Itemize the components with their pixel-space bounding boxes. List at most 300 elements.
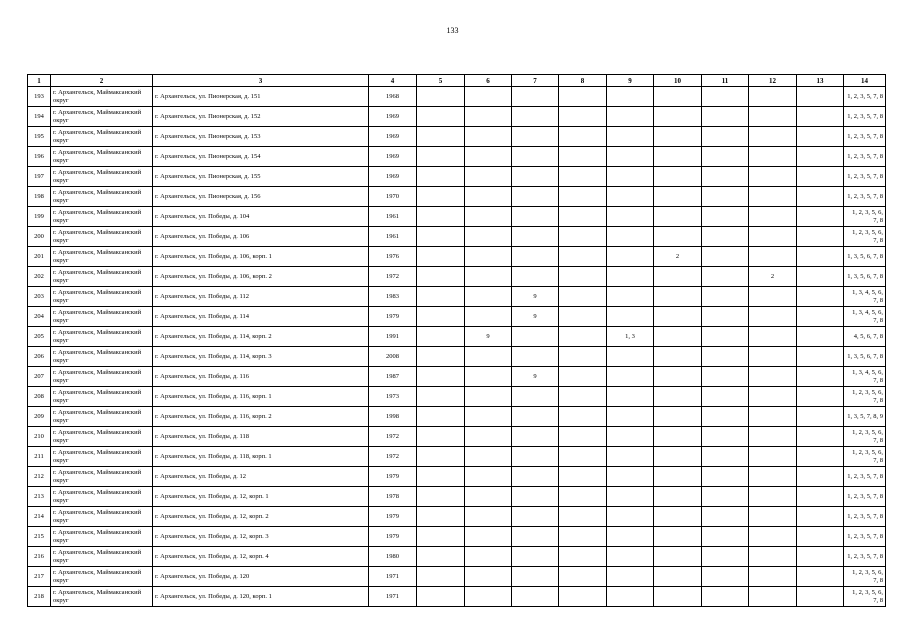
column-5-cell <box>417 107 465 127</box>
table-row <box>28 147 886 167</box>
column-12-cell: 2 <box>749 267 797 287</box>
table-row <box>28 327 886 347</box>
column-9-cell <box>607 487 654 507</box>
column-8-cell <box>559 147 607 167</box>
row-number-cell: 196 <box>28 147 51 167</box>
year-built-cell: 1971 <box>369 587 417 607</box>
column-12-cell <box>749 427 797 447</box>
column-9-cell <box>607 467 654 487</box>
column-14-cell: 1, 3, 5, 6, 7, 8 <box>844 267 886 287</box>
column-12-cell <box>749 507 797 527</box>
address-cell: г. Архангельск, ул. Победы, д. 106, корп. 2 <box>153 267 369 287</box>
year-built-cell: 1979 <box>369 527 417 547</box>
district-cell: г. Архангельск, Маймаксанский округ <box>51 467 153 487</box>
column-12-cell <box>749 187 797 207</box>
column-13-cell <box>797 547 844 567</box>
column-8-cell <box>559 367 607 387</box>
row-number-cell: 214 <box>28 507 51 527</box>
column-12-cell <box>749 207 797 227</box>
column-10-cell: 2 <box>654 247 702 267</box>
row-number-cell: 203 <box>28 287 51 307</box>
column-8-cell <box>559 527 607 547</box>
column-7-cell <box>512 507 559 527</box>
table-row <box>28 267 886 287</box>
column-13-cell <box>797 87 844 107</box>
column-14-cell: 1, 2, 3, 5, 7, 8 <box>844 87 886 107</box>
address-cell: г. Архангельск, ул. Победы, д. 114, корп. 3 <box>153 347 369 367</box>
table-row <box>28 247 886 267</box>
district-cell: г. Архангельск, Маймаксанский округ <box>51 127 153 147</box>
column-7-cell <box>512 107 559 127</box>
column-8-cell <box>559 447 607 467</box>
table-row <box>28 507 886 527</box>
row-number-cell: 197 <box>28 167 51 187</box>
address-cell: г. Архангельск, ул. Победы, д. 12, корп. 1 <box>153 487 369 507</box>
column-6-cell <box>465 367 512 387</box>
column-6-cell <box>465 167 512 187</box>
address-cell: г. Архангельск, ул. Пионерская, д. 155 <box>153 167 369 187</box>
table-row <box>28 587 886 607</box>
column-6-cell <box>465 207 512 227</box>
row-number-cell: 204 <box>28 307 51 327</box>
column-8-cell <box>559 327 607 347</box>
address-cell: г. Архангельск, ул. Победы, д. 12 <box>153 467 369 487</box>
column-9-cell <box>607 427 654 447</box>
column-8-cell <box>559 567 607 587</box>
district-cell: г. Архангельск, Маймаксанский округ <box>51 387 153 407</box>
column-5-cell <box>417 387 465 407</box>
address-cell: г. Архангельск, ул. Победы, д. 116, корп. 2 <box>153 407 369 427</box>
column-header: 3 <box>153 75 369 87</box>
district-cell: г. Архангельск, Маймаксанский округ <box>51 547 153 567</box>
column-11-cell <box>702 587 749 607</box>
district-cell: г. Архангельск, Маймаксанский округ <box>51 307 153 327</box>
column-11-cell <box>702 107 749 127</box>
column-12-cell <box>749 407 797 427</box>
year-built-cell: 1971 <box>369 567 417 587</box>
column-13-cell <box>797 147 844 167</box>
column-9-cell <box>607 287 654 307</box>
column-8-cell <box>559 207 607 227</box>
column-8-cell <box>559 487 607 507</box>
year-built-cell: 1980 <box>369 547 417 567</box>
column-11-cell <box>702 187 749 207</box>
column-14-cell: 1, 2, 3, 5, 7, 8 <box>844 167 886 187</box>
table-row <box>28 287 886 307</box>
column-7-cell <box>512 147 559 167</box>
column-9-cell <box>607 587 654 607</box>
table-row <box>28 87 886 107</box>
district-cell: г. Архангельск, Маймаксанский округ <box>51 587 153 607</box>
column-9-cell <box>607 307 654 327</box>
column-12-cell <box>749 127 797 147</box>
address-cell: г. Архангельск, ул. Победы, д. 106, корп. 1 <box>153 247 369 267</box>
column-5-cell <box>417 527 465 547</box>
column-13-cell <box>797 407 844 427</box>
column-8-cell <box>559 247 607 267</box>
column-11-cell <box>702 487 749 507</box>
address-cell: г. Архангельск, ул. Победы, д. 104 <box>153 207 369 227</box>
column-5-cell <box>417 247 465 267</box>
table-row <box>28 547 886 567</box>
district-cell: г. Архангельск, Маймаксанский округ <box>51 207 153 227</box>
column-6-cell <box>465 547 512 567</box>
column-12-cell <box>749 107 797 127</box>
year-built-cell: 1998 <box>369 407 417 427</box>
table-row <box>28 427 886 447</box>
column-5-cell <box>417 87 465 107</box>
table-row <box>28 487 886 507</box>
column-12-cell <box>749 367 797 387</box>
column-7-cell <box>512 167 559 187</box>
column-13-cell <box>797 527 844 547</box>
district-cell: г. Архангельск, Маймаксанский округ <box>51 407 153 427</box>
row-number-cell: 212 <box>28 467 51 487</box>
column-9-cell <box>607 547 654 567</box>
column-5-cell <box>417 367 465 387</box>
table-row <box>28 167 886 187</box>
column-7-cell <box>512 487 559 507</box>
column-5-cell <box>417 227 465 247</box>
row-number-cell: 195 <box>28 127 51 147</box>
row-number-cell: 206 <box>28 347 51 367</box>
column-7-cell <box>512 447 559 467</box>
column-8-cell <box>559 307 607 327</box>
column-7-cell <box>512 407 559 427</box>
column-7-cell: 9 <box>512 367 559 387</box>
table-row <box>28 107 886 127</box>
column-14-cell: 1, 2, 3, 5, 7, 8 <box>844 187 886 207</box>
year-built-cell: 1991 <box>369 327 417 347</box>
column-10-cell <box>654 127 702 147</box>
district-cell: г. Архангельск, Маймаксанский округ <box>51 147 153 167</box>
column-10-cell <box>654 547 702 567</box>
column-6-cell <box>465 427 512 447</box>
row-number-cell: 217 <box>28 567 51 587</box>
column-5-cell <box>417 147 465 167</box>
column-10-cell <box>654 107 702 127</box>
column-8-cell <box>559 427 607 447</box>
column-14-cell: 4, 5, 6, 7, 8 <box>844 327 886 347</box>
column-10-cell <box>654 387 702 407</box>
column-header: 6 <box>465 75 512 87</box>
column-10-cell <box>654 147 702 167</box>
table-row <box>28 407 886 427</box>
column-13-cell <box>797 187 844 207</box>
column-12-cell <box>749 247 797 267</box>
column-10-cell <box>654 487 702 507</box>
row-number-cell: 193 <box>28 87 51 107</box>
row-number-cell: 199 <box>28 207 51 227</box>
column-5-cell <box>417 307 465 327</box>
column-6-cell <box>465 387 512 407</box>
column-header: 1 <box>28 75 51 87</box>
column-10-cell <box>654 407 702 427</box>
column-13-cell <box>797 247 844 267</box>
table-row <box>28 467 886 487</box>
column-5-cell <box>417 407 465 427</box>
row-number-cell: 216 <box>28 547 51 567</box>
row-number-cell: 213 <box>28 487 51 507</box>
column-7-cell <box>512 227 559 247</box>
address-cell: г. Архангельск, ул. Пионерская, д. 156 <box>153 187 369 207</box>
column-7-cell <box>512 547 559 567</box>
column-14-cell: 1, 2, 3, 5, 7, 8 <box>844 487 886 507</box>
year-built-cell: 1979 <box>369 467 417 487</box>
column-5-cell <box>417 327 465 347</box>
column-12-cell <box>749 547 797 567</box>
column-10-cell <box>654 427 702 447</box>
column-13-cell <box>797 207 844 227</box>
district-cell: г. Архангельск, Маймаксанский округ <box>51 247 153 267</box>
district-cell: г. Архангельск, Маймаксанский округ <box>51 527 153 547</box>
column-14-cell: 1, 3, 5, 6, 7, 8 <box>844 347 886 367</box>
row-number-cell: 202 <box>28 267 51 287</box>
address-cell: г. Архангельск, ул. Победы, д. 120, корп. 1 <box>153 587 369 607</box>
column-12-cell <box>749 307 797 327</box>
column-9-cell <box>607 447 654 467</box>
column-7-cell <box>512 567 559 587</box>
column-14-cell: 1, 2, 3, 5, 6, 7, 8 <box>844 567 886 587</box>
column-11-cell <box>702 367 749 387</box>
year-built-cell: 1961 <box>369 227 417 247</box>
column-13-cell <box>797 267 844 287</box>
address-cell: г. Архангельск, ул. Пионерская, д. 151 <box>153 87 369 107</box>
column-7-cell <box>512 247 559 267</box>
table-row <box>28 227 886 247</box>
column-13-cell <box>797 587 844 607</box>
table-row <box>28 447 886 467</box>
address-cell: г. Архангельск, ул. Победы, д. 12, корп. 2 <box>153 507 369 527</box>
column-7-cell <box>512 207 559 227</box>
address-cell: г. Архангельск, ул. Победы, д. 114, корп. 2 <box>153 327 369 347</box>
row-number-cell: 208 <box>28 387 51 407</box>
column-13-cell <box>797 167 844 187</box>
column-header: 9 <box>607 75 654 87</box>
column-13-cell <box>797 227 844 247</box>
column-7-cell <box>512 387 559 407</box>
column-10-cell <box>654 87 702 107</box>
column-11-cell <box>702 507 749 527</box>
column-7-cell: 9 <box>512 287 559 307</box>
year-built-cell: 1970 <box>369 187 417 207</box>
table-row <box>28 387 886 407</box>
column-header: 11 <box>702 75 749 87</box>
column-14-cell: 1, 3, 5, 7, 8, 9 <box>844 407 886 427</box>
column-13-cell <box>797 507 844 527</box>
column-12-cell <box>749 467 797 487</box>
district-cell: г. Архангельск, Маймаксанский округ <box>51 107 153 127</box>
table-row <box>28 307 886 327</box>
column-9-cell: 1, 3 <box>607 327 654 347</box>
district-cell: г. Архангельск, Маймаксанский округ <box>51 187 153 207</box>
column-8-cell <box>559 187 607 207</box>
column-7-cell <box>512 467 559 487</box>
column-14-cell: 1, 2, 3, 5, 7, 8 <box>844 147 886 167</box>
column-9-cell <box>607 347 654 367</box>
district-cell: г. Архангельск, Маймаксанский округ <box>51 427 153 447</box>
column-6-cell <box>465 507 512 527</box>
column-7-cell <box>512 427 559 447</box>
year-built-cell: 1972 <box>369 267 417 287</box>
district-cell: г. Архангельск, Маймаксанский округ <box>51 347 153 367</box>
column-10-cell <box>654 207 702 227</box>
column-11-cell <box>702 127 749 147</box>
year-built-cell: 2008 <box>369 347 417 367</box>
address-cell: г. Архангельск, ул. Пионерская, д. 152 <box>153 107 369 127</box>
column-6-cell <box>465 107 512 127</box>
column-header: 10 <box>654 75 702 87</box>
row-number-cell: 215 <box>28 527 51 547</box>
year-built-cell: 1983 <box>369 287 417 307</box>
column-5-cell <box>417 447 465 467</box>
table-row <box>28 187 886 207</box>
column-10-cell <box>654 267 702 287</box>
row-number-cell: 194 <box>28 107 51 127</box>
column-9-cell <box>607 107 654 127</box>
column-11-cell <box>702 567 749 587</box>
address-cell: г. Архангельск, ул. Пионерская, д. 153 <box>153 127 369 147</box>
column-10-cell <box>654 567 702 587</box>
column-14-cell: 1, 3, 4, 5, 6, 7, 8 <box>844 307 886 327</box>
district-cell: г. Архангельск, Маймаксанский округ <box>51 167 153 187</box>
column-12-cell <box>749 567 797 587</box>
column-11-cell <box>702 147 749 167</box>
column-8-cell <box>559 407 607 427</box>
address-cell: г. Архангельск, ул. Победы, д. 106 <box>153 227 369 247</box>
column-12-cell <box>749 587 797 607</box>
column-8-cell <box>559 267 607 287</box>
column-9-cell <box>607 127 654 147</box>
column-7-cell <box>512 87 559 107</box>
column-11-cell <box>702 527 749 547</box>
column-9-cell <box>607 227 654 247</box>
row-number-cell: 201 <box>28 247 51 267</box>
column-8-cell <box>559 107 607 127</box>
district-cell: г. Архангельск, Маймаксанский округ <box>51 327 153 347</box>
table-row <box>28 567 886 587</box>
district-cell: г. Архангельск, Маймаксанский округ <box>51 487 153 507</box>
district-cell: г. Архангельск, Маймаксанский округ <box>51 87 153 107</box>
column-5-cell <box>417 427 465 447</box>
column-9-cell <box>607 187 654 207</box>
column-13-cell <box>797 127 844 147</box>
column-11-cell <box>702 547 749 567</box>
column-5-cell <box>417 127 465 147</box>
column-8-cell <box>559 347 607 367</box>
column-13-cell <box>797 567 844 587</box>
column-11-cell <box>702 387 749 407</box>
year-built-cell: 1979 <box>369 507 417 527</box>
column-14-cell: 1, 2, 3, 5, 7, 8 <box>844 127 886 147</box>
column-10-cell <box>654 587 702 607</box>
table-row <box>28 347 886 367</box>
column-10-cell <box>654 447 702 467</box>
year-built-cell: 1968 <box>369 87 417 107</box>
column-5-cell <box>417 207 465 227</box>
column-14-cell: 1, 2, 3, 5, 6, 7, 8 <box>844 587 886 607</box>
column-12-cell <box>749 327 797 347</box>
address-cell: г. Архангельск, ул. Победы, д. 118, корп. 1 <box>153 447 369 467</box>
column-14-cell: 1, 2, 3, 5, 6, 7, 8 <box>844 447 886 467</box>
column-13-cell <box>797 387 844 407</box>
column-6-cell <box>465 247 512 267</box>
column-11-cell <box>702 207 749 227</box>
column-6-cell <box>465 447 512 467</box>
year-built-cell: 1972 <box>369 427 417 447</box>
page-number: 133 <box>446 26 459 35</box>
column-12-cell <box>749 527 797 547</box>
column-5-cell <box>417 567 465 587</box>
column-header: 13 <box>797 75 844 87</box>
address-cell: г. Архангельск, ул. Победы, д. 112 <box>153 287 369 307</box>
column-8-cell <box>559 587 607 607</box>
column-11-cell <box>702 307 749 327</box>
column-9-cell <box>607 507 654 527</box>
column-9-cell <box>607 147 654 167</box>
address-cell: г. Архангельск, ул. Победы, д. 12, корп. 4 <box>153 547 369 567</box>
row-number-cell: 211 <box>28 447 51 467</box>
row-number-cell: 200 <box>28 227 51 247</box>
column-8-cell <box>559 287 607 307</box>
row-number-cell: 207 <box>28 367 51 387</box>
district-cell: г. Архангельск, Маймаксанский округ <box>51 287 153 307</box>
row-number-cell: 210 <box>28 427 51 447</box>
column-6-cell <box>465 347 512 367</box>
year-built-cell: 1969 <box>369 167 417 187</box>
column-8-cell <box>559 87 607 107</box>
column-13-cell <box>797 487 844 507</box>
column-6-cell <box>465 227 512 247</box>
column-14-cell: 1, 3, 4, 5, 6, 7, 8 <box>844 287 886 307</box>
address-cell: г. Архангельск, ул. Победы, д. 120 <box>153 567 369 587</box>
column-13-cell <box>797 307 844 327</box>
column-12-cell <box>749 347 797 367</box>
column-5-cell <box>417 587 465 607</box>
column-14-cell: 1, 2, 3, 5, 7, 8 <box>844 547 886 567</box>
column-11-cell <box>702 247 749 267</box>
address-cell: г. Архангельск, ул. Победы, д. 114 <box>153 307 369 327</box>
column-7-cell: 9 <box>512 307 559 327</box>
year-built-cell: 1972 <box>369 447 417 467</box>
column-14-cell: 1, 3, 5, 6, 7, 8 <box>844 247 886 267</box>
column-10-cell <box>654 187 702 207</box>
column-11-cell <box>702 467 749 487</box>
column-header: 7 <box>512 75 559 87</box>
column-11-cell <box>702 227 749 247</box>
column-8-cell <box>559 127 607 147</box>
column-9-cell <box>607 247 654 267</box>
column-header: 8 <box>559 75 607 87</box>
district-cell: г. Архангельск, Маймаксанский округ <box>51 227 153 247</box>
year-built-cell: 1979 <box>369 307 417 327</box>
column-12-cell <box>749 167 797 187</box>
column-9-cell <box>607 167 654 187</box>
table-row <box>28 367 886 387</box>
column-5-cell <box>417 167 465 187</box>
address-cell: г. Архангельск, ул. Пионерская, д. 154 <box>153 147 369 167</box>
column-11-cell <box>702 167 749 187</box>
column-11-cell <box>702 427 749 447</box>
column-8-cell <box>559 387 607 407</box>
row-number-cell: 218 <box>28 587 51 607</box>
table-body <box>28 87 886 607</box>
column-13-cell <box>797 347 844 367</box>
column-6-cell <box>465 127 512 147</box>
column-11-cell <box>702 327 749 347</box>
column-10-cell <box>654 307 702 327</box>
column-14-cell: 1, 2, 3, 5, 6, 7, 8 <box>844 207 886 227</box>
